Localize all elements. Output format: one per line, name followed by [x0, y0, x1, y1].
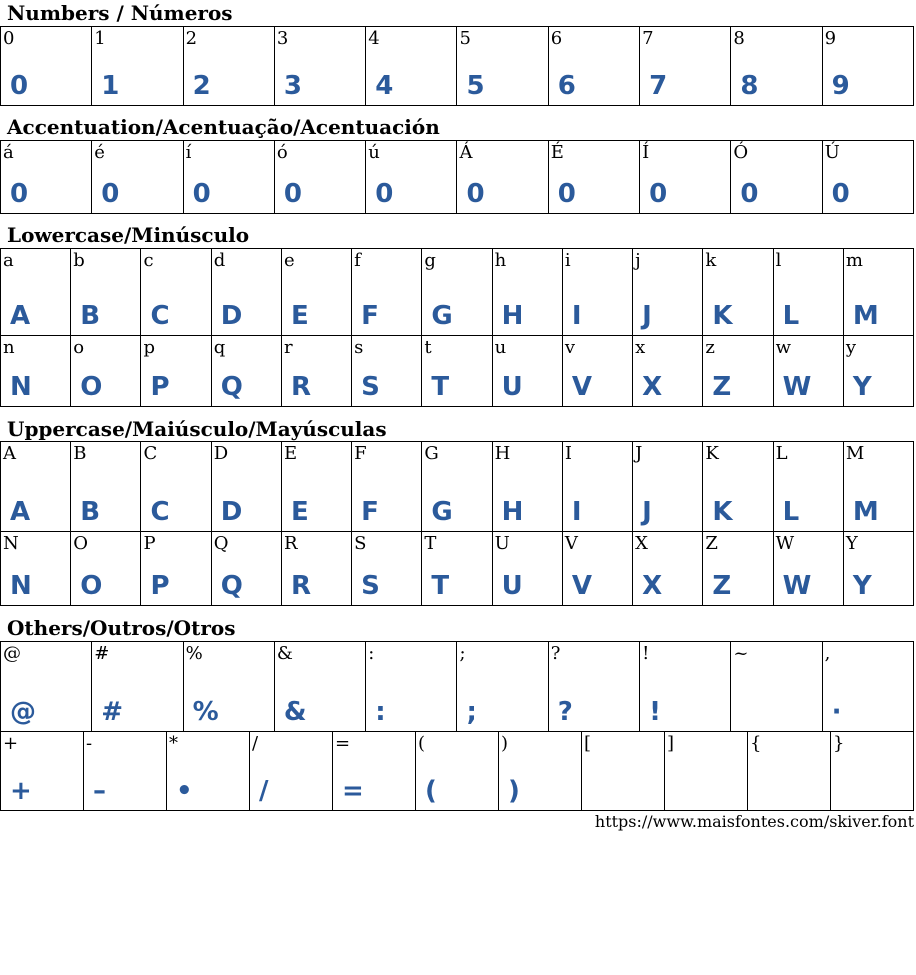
glyph-cell-label: E	[283, 443, 298, 464]
glyph-cell	[1, 642, 92, 731]
glyph-cell	[352, 442, 422, 531]
glyph-cell-label: é	[94, 142, 105, 163]
glyph-sample: S	[361, 571, 380, 601]
glyph-sample: B	[80, 301, 101, 331]
glyph-cell	[250, 732, 333, 810]
glyph-cell	[422, 249, 492, 335]
glyph-cell-label: Á	[459, 142, 473, 163]
glyph-sample: J	[642, 497, 652, 527]
glyph-cell-label: f	[354, 250, 361, 271]
glyph-cell-label: o	[73, 337, 85, 358]
glyph-cell-label: e	[283, 250, 295, 271]
glyph-cell-label: }	[833, 733, 845, 754]
glyph-cell-label: Z	[705, 533, 718, 554]
glyph-cell-label: h	[494, 250, 507, 271]
glyph-cell	[422, 532, 492, 605]
glyph-cell	[84, 732, 167, 810]
glyph-cell	[92, 141, 183, 213]
glyph-sample: )	[508, 776, 520, 806]
glyph-cell-label: 3	[276, 28, 289, 49]
section-title-others: Others/Outros/Otros	[7, 616, 236, 640]
section-title-numbers: Numbers / Números	[7, 1, 233, 25]
glyph-cell-label: X	[635, 533, 648, 554]
glyph-cell	[184, 141, 275, 213]
glyph-sample: 7	[649, 71, 668, 101]
source-url: https://www.maisfontes.com/skiver.font	[594, 812, 914, 831]
glyph-sample: H	[501, 301, 524, 331]
glyph-sample: ?	[557, 697, 573, 727]
glyph-cell	[282, 442, 352, 531]
glyph-sample: 0	[466, 179, 485, 209]
glyph-sample: V	[571, 571, 592, 601]
others-row-1	[0, 641, 914, 732]
glyph-cell	[549, 141, 640, 213]
glyph-cell	[184, 27, 275, 105]
glyph-cell	[633, 336, 703, 406]
glyph-cell-label: *	[169, 733, 178, 754]
glyph-sample: 8	[740, 71, 759, 101]
glyph-cell-label: É	[550, 142, 564, 163]
glyph-cell	[352, 532, 422, 605]
glyph-sample: 0	[649, 179, 668, 209]
glyph-cell-label: c	[143, 250, 154, 271]
glyph-sample: L	[782, 497, 800, 527]
glyph-sample: =	[342, 776, 364, 806]
glyph-cell-label: Y	[845, 533, 858, 554]
glyph-sample: Z	[712, 372, 732, 402]
glyph-cell	[844, 336, 913, 406]
glyph-sample: D	[220, 301, 243, 331]
glyph-sample: U	[501, 372, 523, 402]
glyph-cell-label: [	[584, 733, 592, 754]
glyph-cell	[457, 642, 548, 731]
glyph-cell	[184, 642, 275, 731]
glyph-sample: –	[93, 776, 106, 806]
glyph-cell-label: d	[213, 250, 226, 271]
glyph-sample: !	[649, 697, 661, 727]
glyph-cell-label: ó	[276, 142, 288, 163]
glyph-sample: &	[283, 697, 307, 727]
glyph-cell	[1, 27, 92, 105]
glyph-sample: (	[425, 776, 437, 806]
lowercase-row-2	[0, 335, 914, 407]
glyph-cell-label: í	[185, 142, 192, 163]
glyph-cell-label: Ú	[824, 142, 840, 163]
glyph-cell-label: A	[3, 443, 16, 464]
lowercase-row-1	[0, 248, 914, 336]
glyph-sample: X	[642, 372, 663, 402]
glyph-cell-label: &	[276, 643, 293, 664]
glyph-sample: 9	[831, 71, 850, 101]
glyph-cell	[563, 336, 633, 406]
glyph-cell-label: Q	[213, 533, 229, 554]
glyph-sample: C	[150, 301, 170, 331]
glyph-cell	[141, 336, 211, 406]
glyph-cell	[92, 27, 183, 105]
glyph-sample: U	[501, 571, 523, 601]
glyph-cell	[366, 642, 457, 731]
glyph-cell	[1, 532, 71, 605]
glyph-sample: I	[571, 497, 582, 527]
glyph-cell-label: Ó	[733, 142, 749, 163]
glyph-cell-label: /	[252, 733, 259, 754]
glyph-cell-label: 6	[550, 28, 563, 49]
section-title-uppercase: Uppercase/Maiúsculo/Mayúsculas	[7, 417, 387, 441]
glyph-sample: +	[10, 776, 32, 806]
glyph-sample: T	[431, 372, 450, 402]
glyph-sample: •	[176, 776, 193, 806]
glyph-cell-label: n	[3, 337, 15, 358]
glyph-sample: N	[10, 571, 32, 601]
uppercase-row-2	[0, 531, 914, 606]
glyph-cell-label: {	[750, 733, 762, 754]
glyph-sample: T	[431, 571, 450, 601]
glyph-cell	[640, 27, 731, 105]
glyph-cell-label: -	[86, 733, 93, 754]
glyph-cell	[493, 442, 563, 531]
glyph-cell	[774, 442, 844, 531]
glyph-sample: @	[10, 697, 36, 727]
glyph-cell-label: I	[564, 443, 572, 464]
glyph-cell	[823, 27, 913, 105]
glyph-sample: I	[571, 301, 582, 331]
glyph-cell	[352, 336, 422, 406]
glyph-cell	[1, 442, 71, 531]
glyph-sample: F	[361, 301, 379, 331]
glyph-cell	[282, 532, 352, 605]
glyph-sample: 0	[831, 179, 850, 209]
glyph-sample: P	[150, 571, 170, 601]
glyph-cell-label: s	[354, 337, 364, 358]
glyph-cell	[275, 141, 366, 213]
glyph-cell	[422, 442, 492, 531]
glyph-cell	[366, 27, 457, 105]
glyph-cell	[457, 27, 548, 105]
glyph-cell-label: ]	[667, 733, 675, 754]
glyph-cell	[731, 27, 822, 105]
glyph-cell	[831, 732, 913, 810]
glyph-cell-label: W	[775, 533, 795, 554]
glyph-cell-label: ~	[733, 643, 749, 664]
glyph-cell-label: R	[283, 533, 298, 554]
glyph-cell	[665, 732, 748, 810]
glyph-cell-label: m	[845, 250, 863, 271]
glyph-cell-label: F	[354, 443, 367, 464]
glyph-cell-label: T	[424, 533, 437, 554]
glyph-cell-label: p	[143, 337, 155, 358]
glyph-sample: B	[80, 497, 101, 527]
glyph-cell	[71, 532, 141, 605]
glyph-sample: E	[290, 301, 309, 331]
glyph-cell	[71, 249, 141, 335]
glyph-cell-label: 2	[185, 28, 198, 49]
glyph-cell-label: 8	[733, 28, 745, 49]
glyph-cell-label: ?	[550, 643, 561, 664]
glyph-cell	[844, 532, 913, 605]
glyph-sample: H	[501, 497, 524, 527]
glyph-cell	[71, 336, 141, 406]
glyph-sample: L	[782, 301, 800, 331]
glyph-cell	[71, 442, 141, 531]
glyph-cell-label: !	[642, 643, 650, 664]
section-title-accentuation: Accentuation/Acentuação/Acentuación	[7, 115, 440, 139]
glyph-sample: ·	[831, 697, 842, 727]
glyph-sample: Y	[852, 571, 872, 601]
glyph-sample: S	[361, 372, 380, 402]
glyph-sample: Q	[220, 372, 243, 402]
glyph-sample: G	[431, 497, 453, 527]
glyph-cell	[731, 642, 822, 731]
glyph-cell	[366, 141, 457, 213]
others-row-2	[0, 731, 914, 811]
glyph-cell-label: L	[775, 443, 788, 464]
glyph-cell	[275, 27, 366, 105]
glyph-cell	[633, 532, 703, 605]
glyph-sample: D	[220, 497, 243, 527]
glyph-cell	[633, 442, 703, 531]
glyph-cell-label: ú	[368, 142, 380, 163]
glyph-cell	[352, 249, 422, 335]
glyph-cell	[282, 336, 352, 406]
glyph-cell	[1, 732, 84, 810]
glyph-cell-label: P	[143, 533, 156, 554]
glyph-sample: A	[10, 301, 31, 331]
glyph-cell-label: á	[3, 142, 14, 163]
glyph-sample: O	[80, 372, 103, 402]
glyph-cell	[275, 642, 366, 731]
glyph-sample: N	[10, 372, 32, 402]
glyph-cell-label: 0	[3, 28, 15, 49]
glyph-cell-label: l	[775, 250, 782, 271]
glyph-cell	[1, 141, 92, 213]
glyph-cell-label: j	[635, 250, 641, 271]
glyph-cell	[823, 642, 913, 731]
glyph-cell	[703, 249, 773, 335]
glyph-cell-label: 9	[824, 28, 837, 49]
glyph-cell	[493, 532, 563, 605]
glyph-cell	[493, 336, 563, 406]
glyph-sample: #	[101, 697, 124, 727]
glyph-sample: 0	[192, 179, 211, 209]
glyph-sample: Z	[712, 571, 732, 601]
glyph-sample: J	[642, 301, 652, 331]
glyph-sample: M	[852, 497, 879, 527]
glyph-sample: R	[290, 372, 311, 402]
glyph-cell	[141, 249, 211, 335]
glyph-sample: 0	[740, 179, 759, 209]
glyph-cell	[212, 336, 282, 406]
glyph-sample: W	[782, 571, 812, 601]
glyph-cell-label: (	[418, 733, 426, 754]
glyph-cell-label: V	[564, 533, 578, 554]
glyph-sample: F	[361, 497, 379, 527]
glyph-cell-label: t	[424, 337, 432, 358]
glyph-sample: W	[782, 372, 812, 402]
glyph-cell	[774, 532, 844, 605]
glyph-cell	[844, 249, 913, 335]
glyph-cell	[563, 532, 633, 605]
glyph-cell-label: b	[73, 250, 85, 271]
glyph-cell-label: H	[494, 443, 511, 464]
glyph-cell-label: z	[705, 337, 715, 358]
glyph-sample: 6	[557, 71, 576, 101]
glyph-cell-label: M	[845, 443, 865, 464]
glyph-cell-label: S	[354, 533, 367, 554]
glyph-cell	[563, 249, 633, 335]
glyph-sample: R	[290, 571, 311, 601]
glyph-sample: O	[80, 571, 103, 601]
glyph-cell	[748, 732, 831, 810]
glyph-sample: 1	[101, 71, 120, 101]
glyph-cell-label: i	[564, 250, 571, 271]
glyph-sample: :	[375, 697, 386, 727]
section-title-lowercase: Lowercase/Minúsculo	[7, 223, 250, 247]
glyph-cell	[457, 141, 548, 213]
glyph-cell-label: Í	[642, 142, 650, 163]
glyph-sample: P	[150, 372, 170, 402]
glyph-cell-label: +	[3, 733, 19, 754]
glyph-cell	[1, 336, 71, 406]
glyph-sample: 5	[466, 71, 485, 101]
glyph-cell-label: @	[3, 643, 21, 664]
glyph-sample: ;	[466, 697, 477, 727]
glyph-sample: Y	[852, 372, 872, 402]
glyph-cell	[774, 336, 844, 406]
glyph-sample: Q	[220, 571, 243, 601]
glyph-cell	[167, 732, 250, 810]
accentuation-row	[0, 140, 914, 214]
glyph-cell-label: u	[494, 337, 507, 358]
glyph-cell	[212, 532, 282, 605]
glyph-sample: C	[150, 497, 170, 527]
glyph-cell-label: K	[705, 443, 719, 464]
glyph-sample: 4	[375, 71, 394, 101]
glyph-sample: E	[290, 497, 309, 527]
glyph-cell	[703, 336, 773, 406]
glyph-cell-label: r	[283, 337, 293, 358]
glyph-sample: %	[192, 697, 219, 727]
glyph-sample: V	[571, 372, 592, 402]
glyph-cell	[141, 442, 211, 531]
glyph-cell-label: 5	[459, 28, 471, 49]
glyph-cell	[633, 249, 703, 335]
glyph-sample: 0	[10, 179, 29, 209]
glyph-sample: 0	[283, 179, 302, 209]
glyph-cell-label: k	[705, 250, 717, 271]
glyph-cell	[493, 249, 563, 335]
glyph-cell	[640, 642, 731, 731]
glyph-cell	[549, 27, 640, 105]
glyph-cell-label: q	[213, 337, 226, 358]
glyph-cell-label: ;	[459, 643, 466, 664]
glyph-cell	[416, 732, 499, 810]
glyph-cell	[333, 732, 416, 810]
glyph-cell	[212, 442, 282, 531]
uppercase-row-1	[0, 441, 914, 532]
glyph-cell-label: 4	[368, 28, 380, 49]
glyph-cell	[774, 249, 844, 335]
glyph-sample: 0	[10, 71, 29, 101]
glyph-cell-label: D	[213, 443, 229, 464]
glyph-cell-label: N	[3, 533, 19, 554]
glyph-sample: 0	[101, 179, 120, 209]
glyph-sample: X	[642, 571, 663, 601]
glyph-cell-label: w	[775, 337, 791, 358]
glyph-cell-label: :	[368, 643, 375, 664]
glyph-cell	[703, 442, 773, 531]
glyph-sample: A	[10, 497, 31, 527]
glyph-cell	[422, 336, 492, 406]
glyph-cell-label: )	[501, 733, 509, 754]
glyph-cell-label: g	[424, 250, 436, 271]
glyph-cell	[703, 532, 773, 605]
glyph-sample: 2	[192, 71, 211, 101]
glyph-cell-label: B	[73, 443, 87, 464]
glyph-sample: 0	[557, 179, 576, 209]
glyph-cell	[92, 642, 183, 731]
glyph-cell-label: J	[635, 443, 643, 464]
glyph-cell	[844, 442, 913, 531]
glyph-cell-label: U	[494, 533, 510, 554]
glyph-cell	[499, 732, 582, 810]
glyph-sample: 0	[375, 179, 394, 209]
glyph-cell	[212, 249, 282, 335]
glyph-cell-label: 7	[642, 28, 654, 49]
glyph-sample: M	[852, 301, 879, 331]
numbers-row	[0, 26, 914, 106]
glyph-cell-label: %	[185, 643, 203, 664]
glyph-cell-label: G	[424, 443, 439, 464]
glyph-cell-label: ,	[824, 643, 831, 664]
glyph-cell	[563, 442, 633, 531]
glyph-cell	[1, 249, 71, 335]
glyph-cell-label: #	[94, 643, 110, 664]
glyph-cell	[549, 642, 640, 731]
glyph-cell-label: a	[3, 250, 14, 271]
glyph-cell-label: v	[564, 337, 576, 358]
glyph-cell	[582, 732, 665, 810]
glyph-sample: /	[259, 776, 269, 806]
glyph-cell	[731, 141, 822, 213]
glyph-cell	[282, 249, 352, 335]
glyph-cell-label: x	[635, 337, 646, 358]
glyph-sample: 3	[283, 71, 302, 101]
glyph-cell-label: y	[845, 337, 856, 358]
glyph-cell	[823, 141, 913, 213]
glyph-cell-label: 1	[94, 28, 106, 49]
glyph-sample: K	[712, 301, 733, 331]
glyph-sample: K	[712, 497, 733, 527]
glyph-cell	[640, 141, 731, 213]
glyph-cell	[141, 532, 211, 605]
glyph-cell-label: =	[335, 733, 351, 754]
glyph-cell-label: C	[143, 443, 158, 464]
glyph-sample: G	[431, 301, 453, 331]
glyph-cell-label: O	[73, 533, 88, 554]
